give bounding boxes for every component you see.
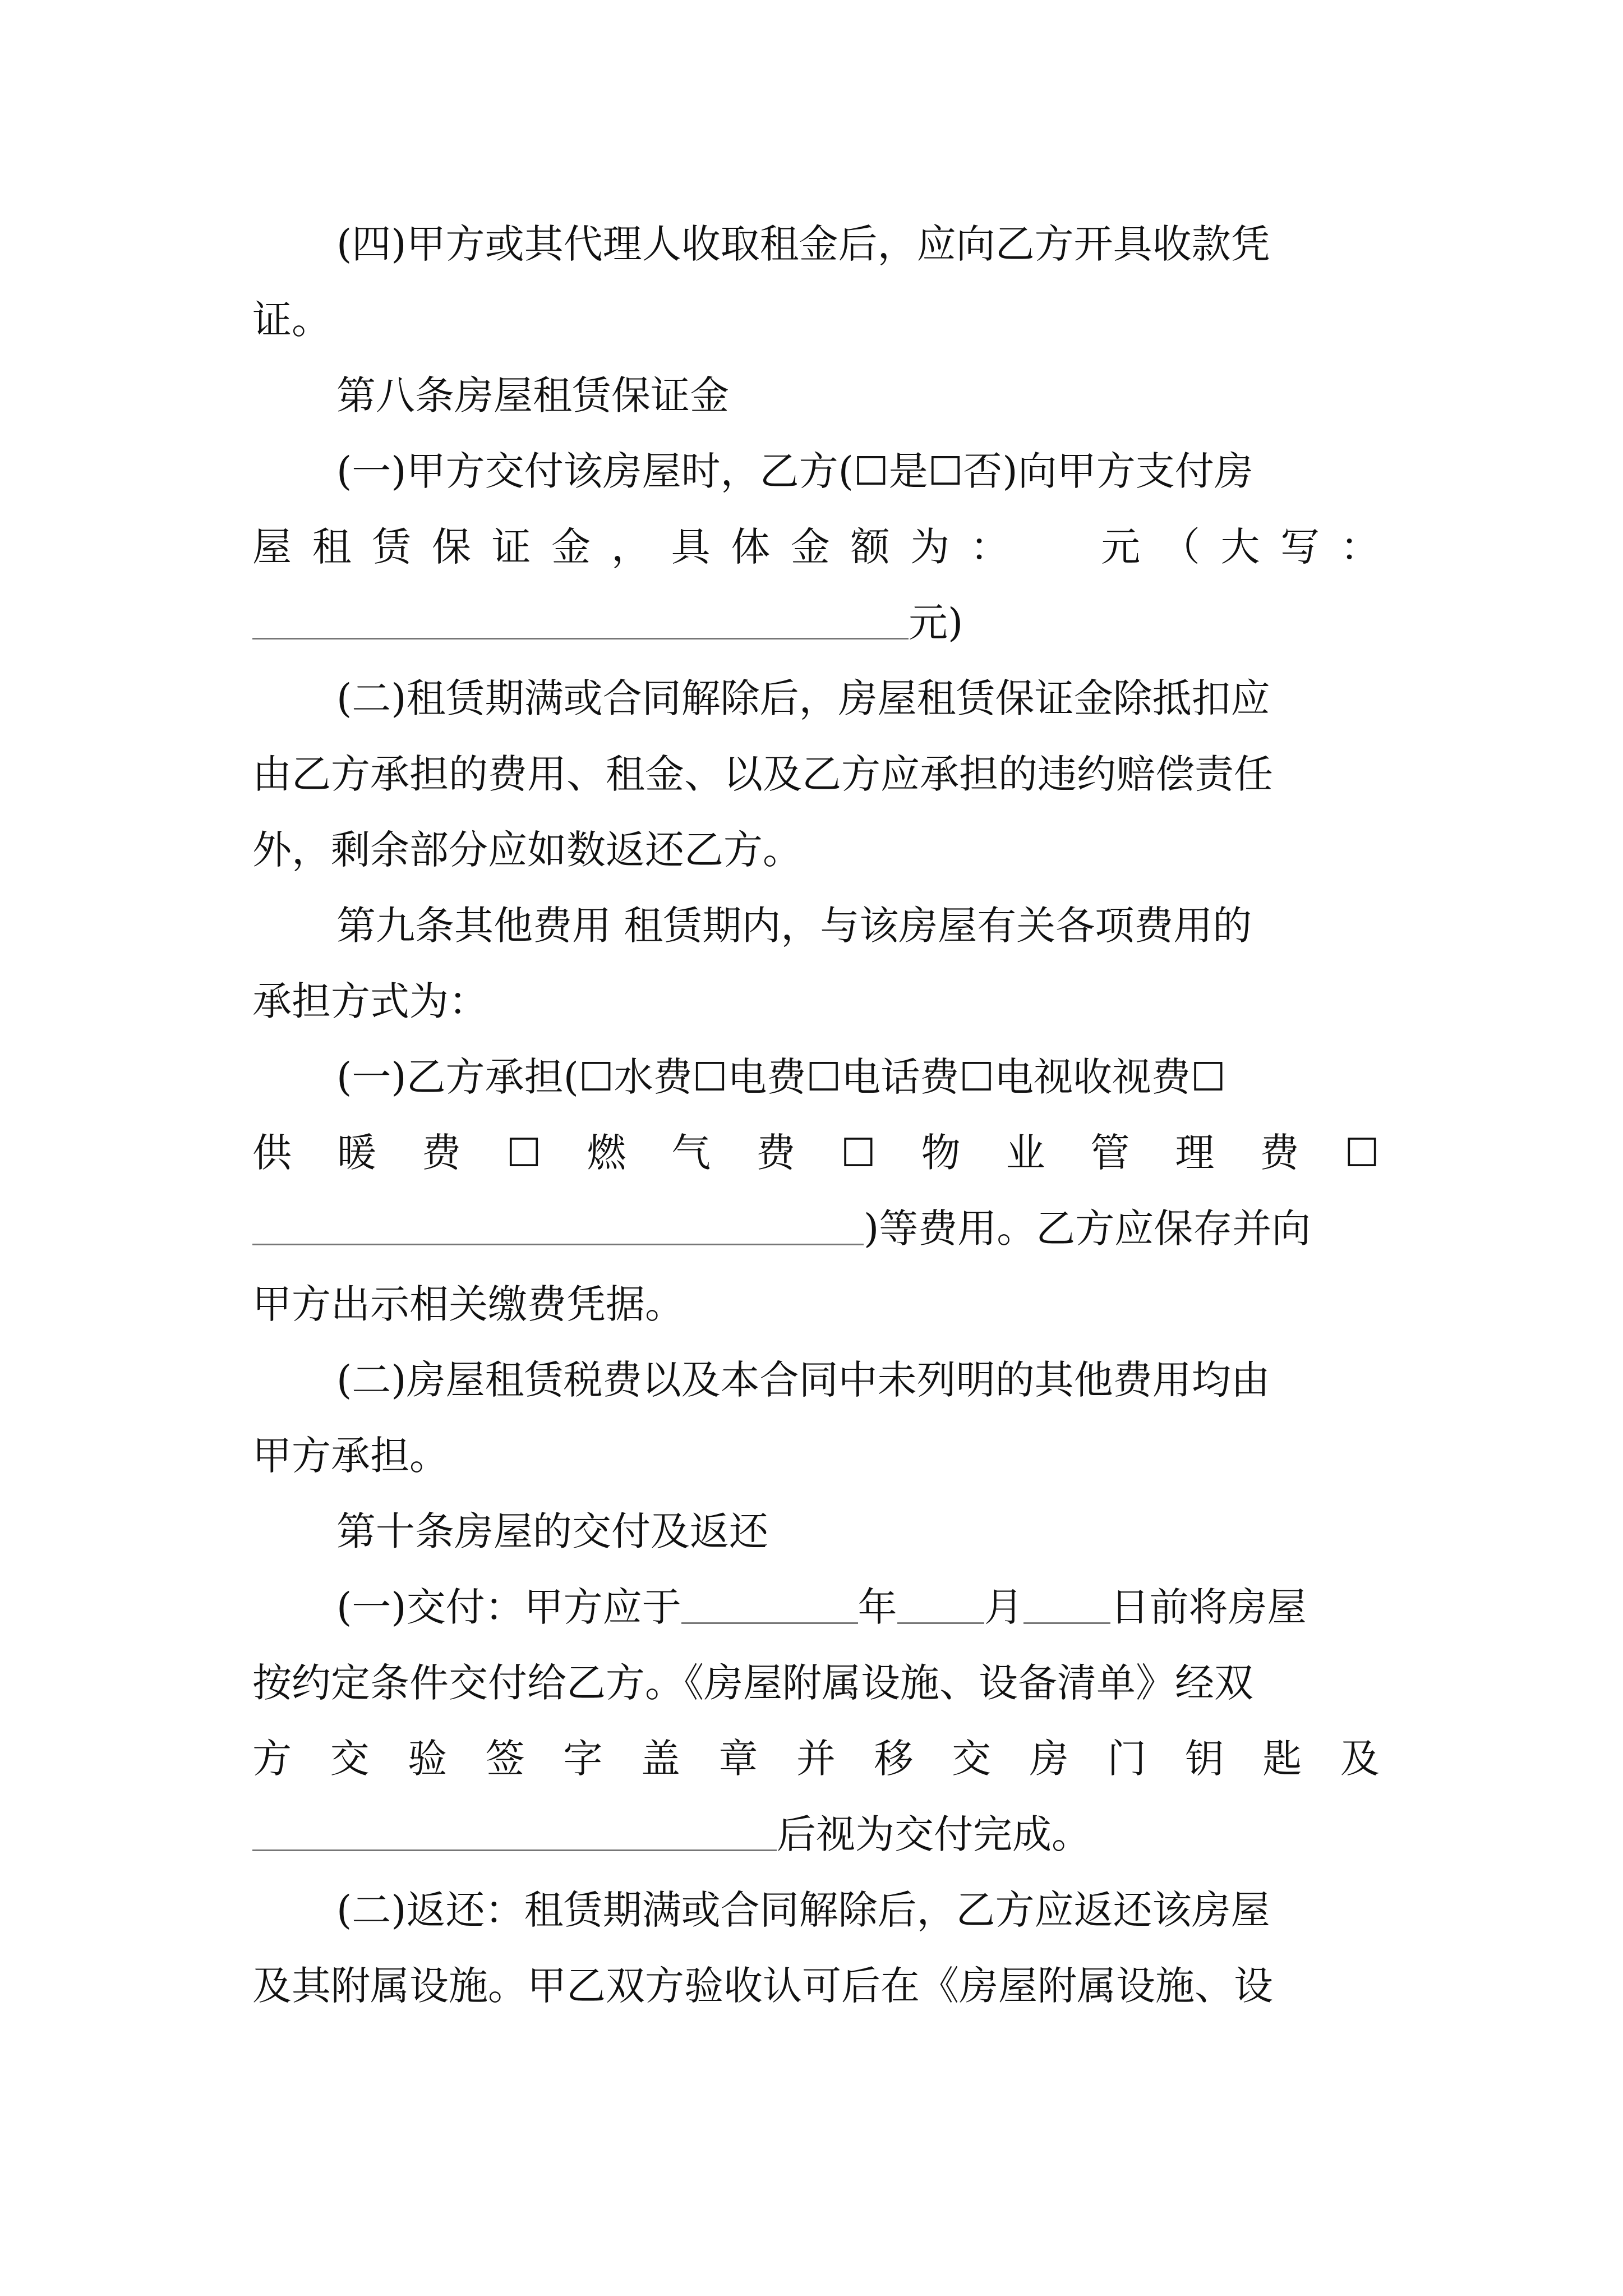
- section-heading-8: 第八条房屋租赁保证金: [336, 372, 729, 418]
- delivery-items-blank[interactable]: [252, 1810, 777, 1851]
- text-line-4: (一)甲方交付该房屋时，乙方(☐是☐否)向甲方支付房: [336, 448, 1253, 494]
- text-line-15: 甲方出示相关缴费凭据。: [252, 1281, 684, 1327]
- text-line-9: 外，剩余部分应如数返还乙方。: [252, 827, 802, 873]
- text-line-12: (一)乙方承担(☐水费☐电费☐电话费☐电视收视费☐: [336, 1054, 1226, 1100]
- text-line-24: 及其附属设施。甲乙双方验收认可后在《房屋附属设施、设: [252, 1963, 1273, 2009]
- text-line-6: 元): [252, 578, 1380, 668]
- delivery-day-blank[interactable]: [1023, 1583, 1110, 1624]
- text-line-2: 证。: [252, 297, 331, 343]
- text-line-8: 由乙方承担的费用、租金、以及乙方应承担的违约赔偿责任: [252, 751, 1273, 797]
- text-line-14: )等费用。乙方应保存并向: [252, 1184, 1380, 1273]
- delivery-month-blank[interactable]: [897, 1583, 984, 1624]
- text-line-16: (二)房屋租赁税费以及本合同中未列明的其他费用均由: [336, 1357, 1270, 1403]
- section-heading-10: 第十条房屋的交付及返还: [336, 1508, 768, 1554]
- text-line-21-justified: 方 交 验 签 字 盖 章 并 移 交 房 门 钥 匙 及: [252, 1736, 1380, 1782]
- text-line-7: (二)租赁期满或合同解除后，房屋租赁保证金除抵扣应: [336, 675, 1270, 721]
- text-line-1: (四)甲方或其代理人收取租金后，应向乙方开具收款凭: [336, 221, 1270, 267]
- text-line-11: 承担方式为：: [252, 978, 488, 1024]
- text-line-13-justified: 供 暖 费 ☐ 燃 气 费 ☐ 物 业 管 理 费 ☐: [252, 1130, 1380, 1176]
- deposit-uppercase-blank[interactable]: [252, 599, 909, 639]
- section-heading-9: 第九条其他费用 租赁期内，与该房屋有关各项费用的: [336, 903, 1252, 949]
- text-line-20: 按约定条件交付给乙方。《房屋附属设施、设备清单》经双: [252, 1660, 1253, 1706]
- other-fees-blank[interactable]: [252, 1204, 864, 1245]
- delivery-year-blank[interactable]: [681, 1583, 858, 1624]
- text-line-19: (一)交付：甲方应于 年 月 日前将房屋: [336, 1584, 1307, 1630]
- text-line-23: (二)返还：租赁期满或合同解除后，乙方应返还该房屋: [336, 1887, 1270, 1933]
- text-line-17: 甲方承担。: [252, 1433, 449, 1479]
- text-line-22: 后视为交付完成。: [252, 1789, 1380, 1879]
- text-line-5-justified: 屋 租 赁 保 证 金 ， 具 体 金 额 为 ： 元 （ 大 写 ：: [252, 524, 1380, 570]
